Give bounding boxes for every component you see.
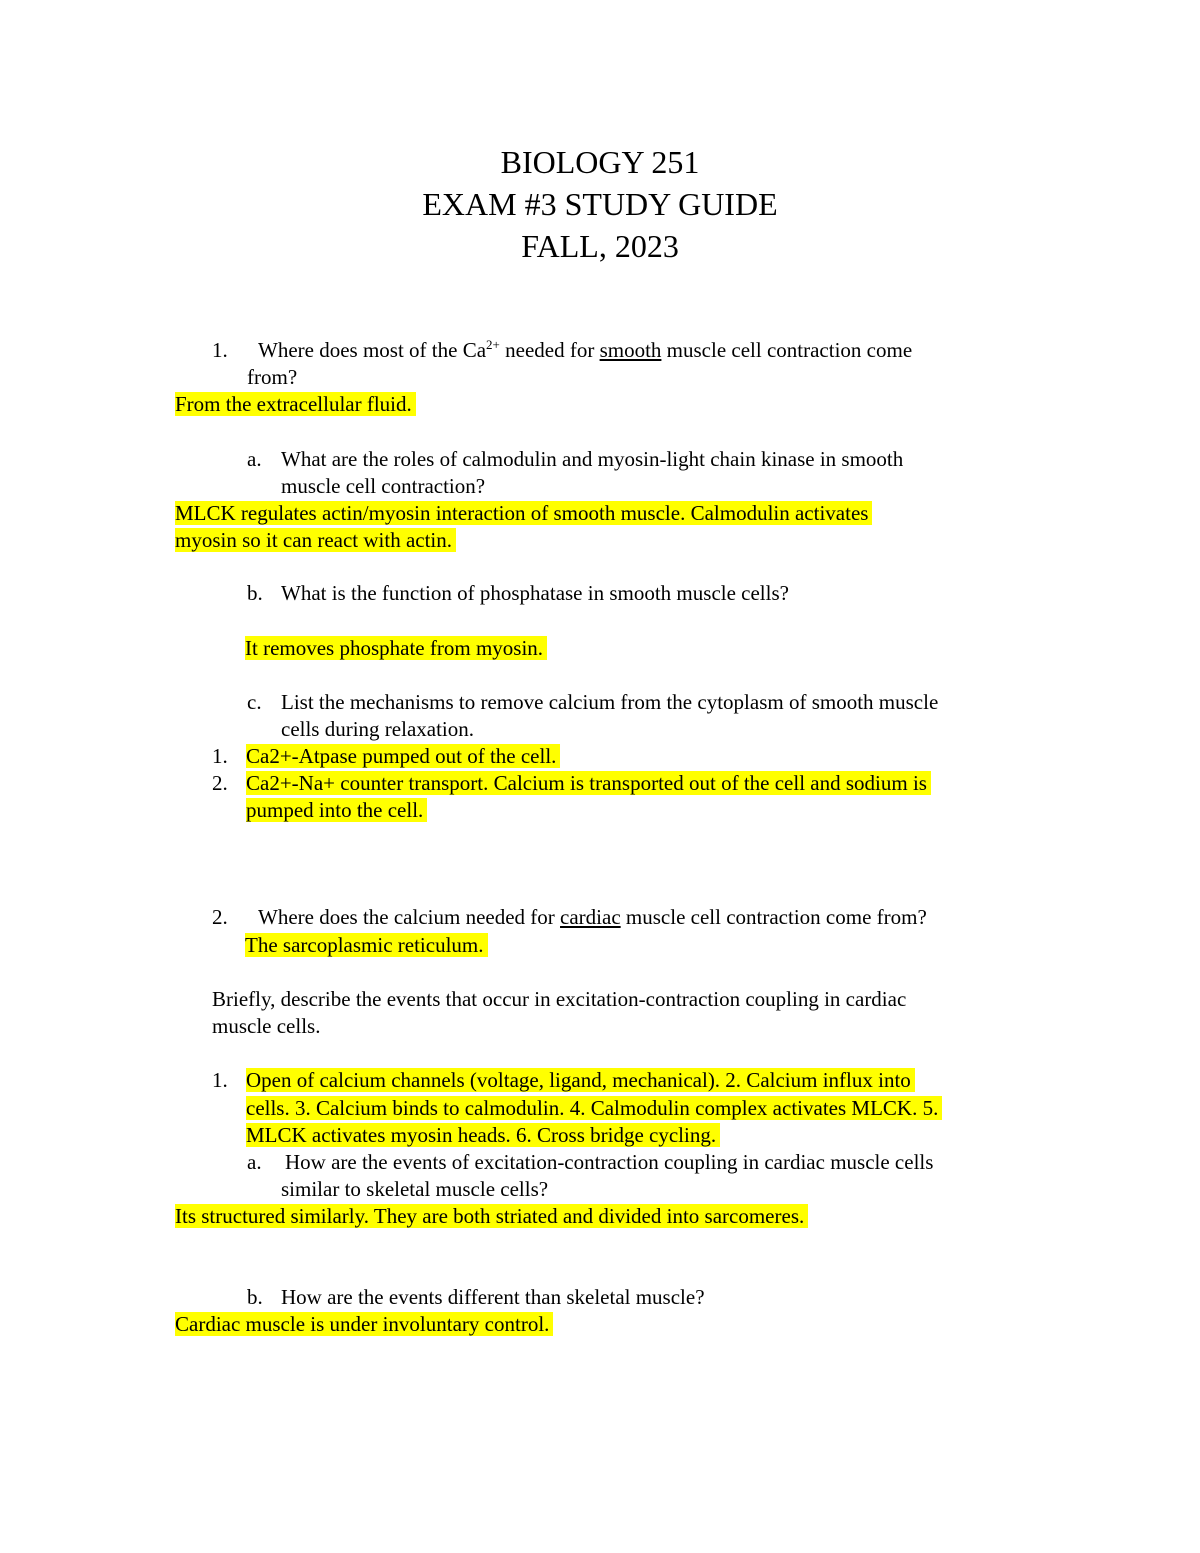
question-1c: c. List the mechanisms to remove calcium from the cytoplasm of smooth muscle (247, 690, 939, 714)
answer-1c-item-2: 2. Ca2+-Na+ counter transport. Calcium is transported out of the cell and sodium is (212, 770, 931, 797)
question-2a-letter: a. (247, 1150, 262, 1174)
answer-1a-line2: myosin so it can react with actin. (175, 527, 456, 554)
question-1a-wrap: muscle cell contraction? (281, 474, 486, 498)
question-1: 1. Where does most of the $Ca^{2+}$ needed for smooth muscle cell contraction come (212, 337, 913, 362)
course-title: BIOLOGY 251 (500, 144, 700, 180)
question-1a: a. What are the roles of calmodulin and myosin-light chain kinase in smooth (247, 447, 904, 471)
answer-2-events-line3: MLCK activates myosin heads. 6. Cross bridge cycling. (246, 1122, 720, 1149)
question-2-prompt: Briefly, describe the events that occur in excitation-contraction coupling in cardiac (212, 987, 907, 1011)
emphasis-smooth: smooth (599, 338, 662, 362)
emphasis-cardiac: cardiac (560, 905, 621, 929)
answer-1a-line1: MLCK regulates actin/myosin interaction of smooth muscle. Calmodulin activates (175, 500, 872, 527)
question-1b: b. What is the function of phosphatase in smooth muscle cells? (247, 581, 789, 605)
question-1b-letter: b. (247, 581, 263, 605)
answer-2-events-line1: 1. Open of calcium channels (voltage, ligand, mechanical). 2. Calcium influx into (212, 1067, 915, 1094)
question-2b: b. How are the events different than skeletal muscle? (247, 1285, 705, 1309)
answer-2: The sarcoplasmic reticulum. (245, 932, 488, 959)
answer-1c-item-2-wrap: pumped into the cell. (246, 797, 427, 824)
answer-2b: Cardiac muscle is under involuntary control. (175, 1311, 553, 1338)
term-title: FALL, 2023 (521, 228, 679, 264)
answer-1: From the extracellular fluid. (175, 391, 416, 418)
answer-1c-item-1: 1. Ca2+-Atpase pumped out of the cell. (212, 743, 560, 770)
question-2-prompt-wrap: muscle cells. (212, 1014, 321, 1038)
question-1c-wrap: cells during relaxation. (281, 717, 475, 741)
answer-2a: Its structured similarly. They are both striated and divided into sarcomeres. (175, 1203, 808, 1230)
question-2-number: 2. (212, 905, 228, 929)
question-1a-letter: a. (247, 447, 262, 471)
question-2a-wrap: similar to skeletal muscle cells? (281, 1177, 549, 1201)
question-1-wrap: from? (247, 365, 298, 389)
question-2b-letter: b. (247, 1285, 263, 1309)
answer-2-events-line2: cells. 3. Calcium binds to calmodulin. 4. Calmodulin complex activates MLCK. 5. (246, 1095, 942, 1122)
question-1-number: 1. (212, 338, 228, 362)
question-2a: a. How are the events of excitation-contraction coupling in cardiac muscle cells (247, 1150, 934, 1174)
question-1c-letter: c. (247, 690, 262, 714)
answer-1b: It removes phosphate from myosin. (245, 635, 547, 662)
exam-title: EXAM #3 STUDY GUIDE (422, 186, 778, 222)
question-2: 2. Where does the calcium needed for cardiac muscle cell contraction come from? (212, 905, 927, 929)
